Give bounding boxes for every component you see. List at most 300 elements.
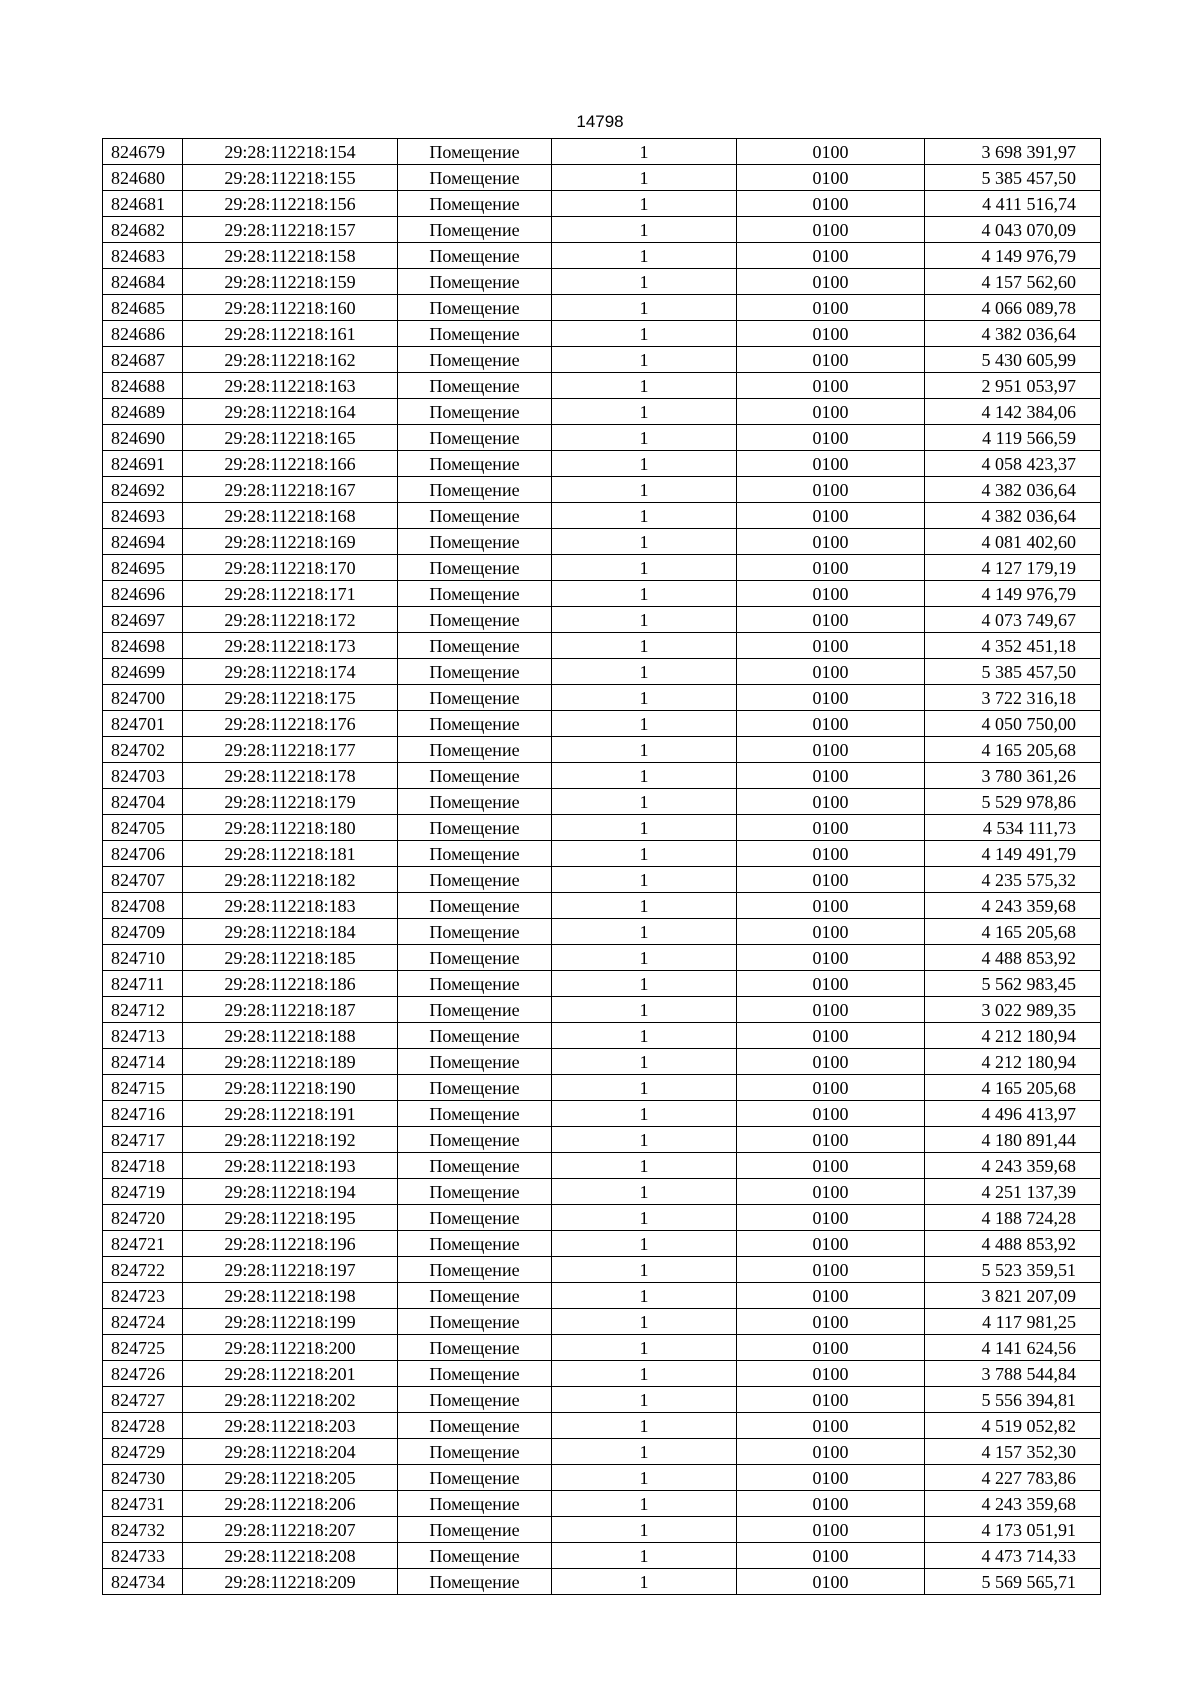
code-cell: 0100 — [737, 581, 925, 607]
quantity-cell: 1 — [552, 243, 737, 269]
record-number-cell: 824699 — [103, 659, 183, 685]
cadastral-number-cell: 29:28:112218:184 — [183, 919, 398, 945]
object-type-cell: Помещение — [398, 659, 552, 685]
table-row — [103, 1465, 1101, 1491]
cadastral-value-cell: 5 523 359,51 — [925, 1257, 1101, 1283]
quantity-cell: 1 — [552, 1517, 737, 1543]
table-row — [103, 243, 1101, 269]
cadastral-value-cell: 4 188 724,28 — [925, 1205, 1101, 1231]
object-type-cell: Помещение — [398, 815, 552, 841]
cadastral-value-cell: 4 243 359,68 — [925, 893, 1101, 919]
quantity-cell: 1 — [552, 451, 737, 477]
cadastral-number-cell: 29:28:112218:196 — [183, 1231, 398, 1257]
code-cell: 0100 — [737, 1127, 925, 1153]
cadastral-value-cell: 4 165 205,68 — [925, 1075, 1101, 1101]
quantity-cell: 1 — [552, 347, 737, 373]
record-number-cell: 824710 — [103, 945, 183, 971]
registry-table-body — [103, 139, 1101, 1595]
code-cell: 0100 — [737, 451, 925, 477]
cadastral-value-cell: 4 141 624,56 — [925, 1335, 1101, 1361]
quantity-cell: 1 — [552, 191, 737, 217]
table-row — [103, 685, 1101, 711]
cadastral-value-cell: 4 165 205,68 — [925, 919, 1101, 945]
quantity-cell: 1 — [552, 581, 737, 607]
cadastral-value-cell: 4 488 853,92 — [925, 945, 1101, 971]
record-number-cell: 824679 — [103, 139, 183, 165]
table-row — [103, 1335, 1101, 1361]
table-row — [103, 1309, 1101, 1335]
cadastral-number-cell: 29:28:112218:163 — [183, 373, 398, 399]
table-row — [103, 139, 1101, 165]
code-cell: 0100 — [737, 191, 925, 217]
cadastral-number-cell: 29:28:112218:181 — [183, 841, 398, 867]
object-type-cell: Помещение — [398, 945, 552, 971]
table-row — [103, 1543, 1101, 1569]
table-row — [103, 789, 1101, 815]
code-cell: 0100 — [737, 685, 925, 711]
code-cell: 0100 — [737, 1023, 925, 1049]
object-type-cell: Помещение — [398, 1387, 552, 1413]
table-row — [103, 1361, 1101, 1387]
quantity-cell: 1 — [552, 685, 737, 711]
cadastral-value-cell: 4 180 891,44 — [925, 1127, 1101, 1153]
table-row — [103, 165, 1101, 191]
quantity-cell: 1 — [552, 1205, 737, 1231]
code-cell: 0100 — [737, 1517, 925, 1543]
cadastral-number-cell: 29:28:112218:175 — [183, 685, 398, 711]
cadastral-value-cell: 5 529 978,86 — [925, 789, 1101, 815]
cadastral-value-cell: 4 117 981,25 — [925, 1309, 1101, 1335]
object-type-cell: Помещение — [398, 529, 552, 555]
object-type-cell: Помещение — [398, 217, 552, 243]
cadastral-number-cell: 29:28:112218:162 — [183, 347, 398, 373]
record-number-cell: 824729 — [103, 1439, 183, 1465]
code-cell: 0100 — [737, 139, 925, 165]
cadastral-number-cell: 29:28:112218:204 — [183, 1439, 398, 1465]
record-number-cell: 824705 — [103, 815, 183, 841]
code-cell: 0100 — [737, 1075, 925, 1101]
cadastral-number-cell: 29:28:112218:178 — [183, 763, 398, 789]
object-type-cell: Помещение — [398, 1335, 552, 1361]
quantity-cell: 1 — [552, 321, 737, 347]
cadastral-value-cell: 4 149 976,79 — [925, 581, 1101, 607]
record-number-cell: 824728 — [103, 1413, 183, 1439]
object-type-cell: Помещение — [398, 971, 552, 997]
cadastral-number-cell: 29:28:112218:194 — [183, 1179, 398, 1205]
record-number-cell: 824734 — [103, 1569, 183, 1595]
cadastral-number-cell: 29:28:112218:186 — [183, 971, 398, 997]
cadastral-value-cell: 4 488 853,92 — [925, 1231, 1101, 1257]
object-type-cell: Помещение — [398, 1049, 552, 1075]
code-cell: 0100 — [737, 373, 925, 399]
code-cell: 0100 — [737, 1153, 925, 1179]
record-number-cell: 824680 — [103, 165, 183, 191]
table-row — [103, 867, 1101, 893]
object-type-cell: Помещение — [398, 633, 552, 659]
table-row — [103, 971, 1101, 997]
object-type-cell: Помещение — [398, 1309, 552, 1335]
table-row — [103, 217, 1101, 243]
code-cell: 0100 — [737, 971, 925, 997]
quantity-cell: 1 — [552, 1231, 737, 1257]
cadastral-value-cell: 4 382 036,64 — [925, 321, 1101, 347]
code-cell: 0100 — [737, 633, 925, 659]
record-number-cell: 824722 — [103, 1257, 183, 1283]
record-number-cell: 824701 — [103, 711, 183, 737]
object-type-cell: Помещение — [398, 919, 552, 945]
record-number-cell: 824707 — [103, 867, 183, 893]
cadastral-value-cell: 4 157 562,60 — [925, 269, 1101, 295]
cadastral-number-cell: 29:28:112218:160 — [183, 295, 398, 321]
table-row — [103, 633, 1101, 659]
table-row — [103, 347, 1101, 373]
cadastral-number-cell: 29:28:112218:183 — [183, 893, 398, 919]
cadastral-number-cell: 29:28:112218:203 — [183, 1413, 398, 1439]
code-cell: 0100 — [737, 555, 925, 581]
quantity-cell: 1 — [552, 373, 737, 399]
code-cell: 0100 — [737, 399, 925, 425]
table-row — [103, 477, 1101, 503]
code-cell: 0100 — [737, 243, 925, 269]
cadastral-value-cell: 4 073 749,67 — [925, 607, 1101, 633]
cadastral-number-cell: 29:28:112218:201 — [183, 1361, 398, 1387]
code-cell: 0100 — [737, 1257, 925, 1283]
table-row — [103, 1127, 1101, 1153]
cadastral-number-cell: 29:28:112218:165 — [183, 425, 398, 451]
cadastral-value-cell: 4 212 180,94 — [925, 1049, 1101, 1075]
cadastral-number-cell: 29:28:112218:174 — [183, 659, 398, 685]
registry-table — [102, 138, 1101, 1595]
quantity-cell: 1 — [552, 945, 737, 971]
code-cell: 0100 — [737, 997, 925, 1023]
quantity-cell: 1 — [552, 477, 737, 503]
quantity-cell: 1 — [552, 789, 737, 815]
cadastral-number-cell: 29:28:112218:185 — [183, 945, 398, 971]
record-number-cell: 824733 — [103, 1543, 183, 1569]
cadastral-number-cell: 29:28:112218:169 — [183, 529, 398, 555]
cadastral-number-cell: 29:28:112218:192 — [183, 1127, 398, 1153]
quantity-cell: 1 — [552, 815, 737, 841]
cadastral-number-cell: 29:28:112218:166 — [183, 451, 398, 477]
cadastral-value-cell: 4 043 070,09 — [925, 217, 1101, 243]
table-row — [103, 1049, 1101, 1075]
record-number-cell: 824683 — [103, 243, 183, 269]
record-number-cell: 824688 — [103, 373, 183, 399]
table-row — [103, 815, 1101, 841]
table-row — [103, 321, 1101, 347]
cadastral-number-cell: 29:28:112218:180 — [183, 815, 398, 841]
quantity-cell: 1 — [552, 1569, 737, 1595]
object-type-cell: Помещение — [398, 1075, 552, 1101]
table-row — [103, 425, 1101, 451]
object-type-cell: Помещение — [398, 399, 552, 425]
table-row — [103, 373, 1101, 399]
code-cell: 0100 — [737, 1049, 925, 1075]
record-number-cell: 824725 — [103, 1335, 183, 1361]
object-type-cell: Помещение — [398, 607, 552, 633]
record-number-cell: 824703 — [103, 763, 183, 789]
quantity-cell: 1 — [552, 893, 737, 919]
object-type-cell: Помещение — [398, 711, 552, 737]
quantity-cell: 1 — [552, 711, 737, 737]
quantity-cell: 1 — [552, 1179, 737, 1205]
cadastral-value-cell: 4 119 566,59 — [925, 425, 1101, 451]
cadastral-value-cell: 5 385 457,50 — [925, 165, 1101, 191]
record-number-cell: 824702 — [103, 737, 183, 763]
record-number-cell: 824687 — [103, 347, 183, 373]
quantity-cell: 1 — [552, 425, 737, 451]
cadastral-number-cell: 29:28:112218:159 — [183, 269, 398, 295]
cadastral-number-cell: 29:28:112218:168 — [183, 503, 398, 529]
quantity-cell: 1 — [552, 997, 737, 1023]
object-type-cell: Помещение — [398, 243, 552, 269]
code-cell: 0100 — [737, 1387, 925, 1413]
object-type-cell: Помещение — [398, 1439, 552, 1465]
cadastral-number-cell: 29:28:112218:191 — [183, 1101, 398, 1127]
record-number-cell: 824686 — [103, 321, 183, 347]
table-row — [103, 1491, 1101, 1517]
record-number-cell: 824693 — [103, 503, 183, 529]
cadastral-number-cell: 29:28:112218:173 — [183, 633, 398, 659]
code-cell: 0100 — [737, 711, 925, 737]
quantity-cell: 1 — [552, 737, 737, 763]
quantity-cell: 1 — [552, 165, 737, 191]
cadastral-number-cell: 29:28:112218:205 — [183, 1465, 398, 1491]
quantity-cell: 1 — [552, 139, 737, 165]
quantity-cell: 1 — [552, 659, 737, 685]
cadastral-value-cell: 5 430 605,99 — [925, 347, 1101, 373]
object-type-cell: Помещение — [398, 1023, 552, 1049]
quantity-cell: 1 — [552, 867, 737, 893]
cadastral-number-cell: 29:28:112218:155 — [183, 165, 398, 191]
table-row — [103, 1517, 1101, 1543]
record-number-cell: 824727 — [103, 1387, 183, 1413]
record-number-cell: 824698 — [103, 633, 183, 659]
cadastral-number-cell: 29:28:112218:157 — [183, 217, 398, 243]
code-cell: 0100 — [737, 295, 925, 321]
cadastral-value-cell: 4 157 352,30 — [925, 1439, 1101, 1465]
cadastral-value-cell: 4 058 423,37 — [925, 451, 1101, 477]
record-number-cell: 824681 — [103, 191, 183, 217]
cadastral-number-cell: 29:28:112218:197 — [183, 1257, 398, 1283]
record-number-cell: 824711 — [103, 971, 183, 997]
quantity-cell: 1 — [552, 399, 737, 425]
record-number-cell: 824695 — [103, 555, 183, 581]
object-type-cell: Помещение — [398, 737, 552, 763]
object-type-cell: Помещение — [398, 763, 552, 789]
table-row — [103, 581, 1101, 607]
quantity-cell: 1 — [552, 1543, 737, 1569]
object-type-cell: Помещение — [398, 295, 552, 321]
object-type-cell: Помещение — [398, 503, 552, 529]
object-type-cell: Помещение — [398, 1127, 552, 1153]
quantity-cell: 1 — [552, 295, 737, 321]
cadastral-value-cell: 3 780 361,26 — [925, 763, 1101, 789]
code-cell: 0100 — [737, 321, 925, 347]
cadastral-number-cell: 29:28:112218:179 — [183, 789, 398, 815]
cadastral-number-cell: 29:28:112218:209 — [183, 1569, 398, 1595]
record-number-cell: 824731 — [103, 1491, 183, 1517]
quantity-cell: 1 — [552, 1309, 737, 1335]
table-row — [103, 451, 1101, 477]
object-type-cell: Помещение — [398, 1179, 552, 1205]
cadastral-value-cell: 4 050 750,00 — [925, 711, 1101, 737]
code-cell: 0100 — [737, 867, 925, 893]
record-number-cell: 824696 — [103, 581, 183, 607]
cadastral-number-cell: 29:28:112218:193 — [183, 1153, 398, 1179]
record-number-cell: 824717 — [103, 1127, 183, 1153]
code-cell: 0100 — [737, 841, 925, 867]
table-row — [103, 269, 1101, 295]
quantity-cell: 1 — [552, 607, 737, 633]
object-type-cell: Помещение — [398, 581, 552, 607]
code-cell: 0100 — [737, 1205, 925, 1231]
object-type-cell: Помещение — [398, 477, 552, 503]
table-row — [103, 763, 1101, 789]
table-row — [103, 607, 1101, 633]
code-cell: 0100 — [737, 1179, 925, 1205]
cadastral-value-cell: 3 788 544,84 — [925, 1361, 1101, 1387]
table-row — [103, 295, 1101, 321]
object-type-cell: Помещение — [398, 841, 552, 867]
cadastral-number-cell: 29:28:112218:202 — [183, 1387, 398, 1413]
quantity-cell: 1 — [552, 1439, 737, 1465]
cadastral-value-cell: 4 142 384,06 — [925, 399, 1101, 425]
code-cell: 0100 — [737, 1465, 925, 1491]
record-number-cell: 824712 — [103, 997, 183, 1023]
quantity-cell: 1 — [552, 1361, 737, 1387]
object-type-cell: Помещение — [398, 451, 552, 477]
table-row — [103, 1439, 1101, 1465]
object-type-cell: Помещение — [398, 321, 552, 347]
object-type-cell: Помещение — [398, 347, 552, 373]
record-number-cell: 824685 — [103, 295, 183, 321]
cadastral-value-cell: 4 243 359,68 — [925, 1491, 1101, 1517]
table-row — [103, 1231, 1101, 1257]
cadastral-number-cell: 29:28:112218:177 — [183, 737, 398, 763]
record-number-cell: 824726 — [103, 1361, 183, 1387]
table-row — [103, 1179, 1101, 1205]
table-row — [103, 945, 1101, 971]
object-type-cell: Помещение — [398, 1569, 552, 1595]
object-type-cell: Помещение — [398, 1257, 552, 1283]
cadastral-number-cell: 29:28:112218:161 — [183, 321, 398, 347]
code-cell: 0100 — [737, 1283, 925, 1309]
quantity-cell: 1 — [552, 1075, 737, 1101]
record-number-cell: 824719 — [103, 1179, 183, 1205]
code-cell: 0100 — [737, 529, 925, 555]
table-row — [103, 1023, 1101, 1049]
code-cell: 0100 — [737, 893, 925, 919]
cadastral-number-cell: 29:28:112218:158 — [183, 243, 398, 269]
record-number-cell: 824720 — [103, 1205, 183, 1231]
object-type-cell: Помещение — [398, 997, 552, 1023]
object-type-cell: Помещение — [398, 1465, 552, 1491]
cadastral-number-cell: 29:28:112218:154 — [183, 139, 398, 165]
cadastral-value-cell: 4 212 180,94 — [925, 1023, 1101, 1049]
cadastral-value-cell: 4 473 714,33 — [925, 1543, 1101, 1569]
object-type-cell: Помещение — [398, 1361, 552, 1387]
table-row — [103, 737, 1101, 763]
code-cell: 0100 — [737, 217, 925, 243]
cadastral-value-cell: 4 519 052,82 — [925, 1413, 1101, 1439]
code-cell: 0100 — [737, 1543, 925, 1569]
cadastral-number-cell: 29:28:112218:206 — [183, 1491, 398, 1517]
cadastral-number-cell: 29:28:112218:167 — [183, 477, 398, 503]
quantity-cell: 1 — [552, 217, 737, 243]
code-cell: 0100 — [737, 659, 925, 685]
cadastral-value-cell: 4 127 179,19 — [925, 555, 1101, 581]
cadastral-value-cell: 5 562 983,45 — [925, 971, 1101, 997]
quantity-cell: 1 — [552, 555, 737, 581]
cadastral-value-cell: 4 235 575,32 — [925, 867, 1101, 893]
cadastral-number-cell: 29:28:112218:208 — [183, 1543, 398, 1569]
cadastral-value-cell: 4 382 036,64 — [925, 503, 1101, 529]
quantity-cell: 1 — [552, 1413, 737, 1439]
table-row — [103, 1413, 1101, 1439]
code-cell: 0100 — [737, 425, 925, 451]
cadastral-number-cell: 29:28:112218:187 — [183, 997, 398, 1023]
quantity-cell: 1 — [552, 971, 737, 997]
quantity-cell: 1 — [552, 841, 737, 867]
record-number-cell: 824718 — [103, 1153, 183, 1179]
table-row — [103, 659, 1101, 685]
record-number-cell: 824704 — [103, 789, 183, 815]
quantity-cell: 1 — [552, 1049, 737, 1075]
cadastral-value-cell: 3 722 316,18 — [925, 685, 1101, 711]
cadastral-value-cell: 4 066 089,78 — [925, 295, 1101, 321]
record-number-cell: 824708 — [103, 893, 183, 919]
object-type-cell: Помещение — [398, 425, 552, 451]
table-row — [103, 1153, 1101, 1179]
cadastral-number-cell: 29:28:112218:182 — [183, 867, 398, 893]
cadastral-value-cell: 2 951 053,97 — [925, 373, 1101, 399]
record-number-cell: 824709 — [103, 919, 183, 945]
cadastral-number-cell: 29:28:112218:164 — [183, 399, 398, 425]
record-number-cell: 824682 — [103, 217, 183, 243]
record-number-cell: 824692 — [103, 477, 183, 503]
cadastral-value-cell: 3 821 207,09 — [925, 1283, 1101, 1309]
object-type-cell: Помещение — [398, 1543, 552, 1569]
code-cell: 0100 — [737, 1101, 925, 1127]
quantity-cell: 1 — [552, 1101, 737, 1127]
quantity-cell: 1 — [552, 919, 737, 945]
quantity-cell: 1 — [552, 1387, 737, 1413]
cadastral-value-cell: 4 149 976,79 — [925, 243, 1101, 269]
code-cell: 0100 — [737, 165, 925, 191]
quantity-cell: 1 — [552, 763, 737, 789]
cadastral-value-cell: 4 352 451,18 — [925, 633, 1101, 659]
object-type-cell: Помещение — [398, 685, 552, 711]
cadastral-value-cell: 4 149 491,79 — [925, 841, 1101, 867]
table-row — [103, 1283, 1101, 1309]
code-cell: 0100 — [737, 269, 925, 295]
code-cell: 0100 — [737, 1335, 925, 1361]
cadastral-number-cell: 29:28:112218:190 — [183, 1075, 398, 1101]
table-row — [103, 1387, 1101, 1413]
cadastral-number-cell: 29:28:112218:207 — [183, 1517, 398, 1543]
object-type-cell: Помещение — [398, 1205, 552, 1231]
cadastral-number-cell: 29:28:112218:171 — [183, 581, 398, 607]
object-type-cell: Помещение — [398, 555, 552, 581]
cadastral-value-cell: 4 243 359,68 — [925, 1153, 1101, 1179]
quantity-cell: 1 — [552, 1335, 737, 1361]
cadastral-value-cell: 4 382 036,64 — [925, 477, 1101, 503]
cadastral-value-cell: 5 556 394,81 — [925, 1387, 1101, 1413]
cadastral-value-cell: 4 173 051,91 — [925, 1517, 1101, 1543]
cadastral-value-cell: 4 534 111,73 — [925, 815, 1101, 841]
quantity-cell: 1 — [552, 269, 737, 295]
